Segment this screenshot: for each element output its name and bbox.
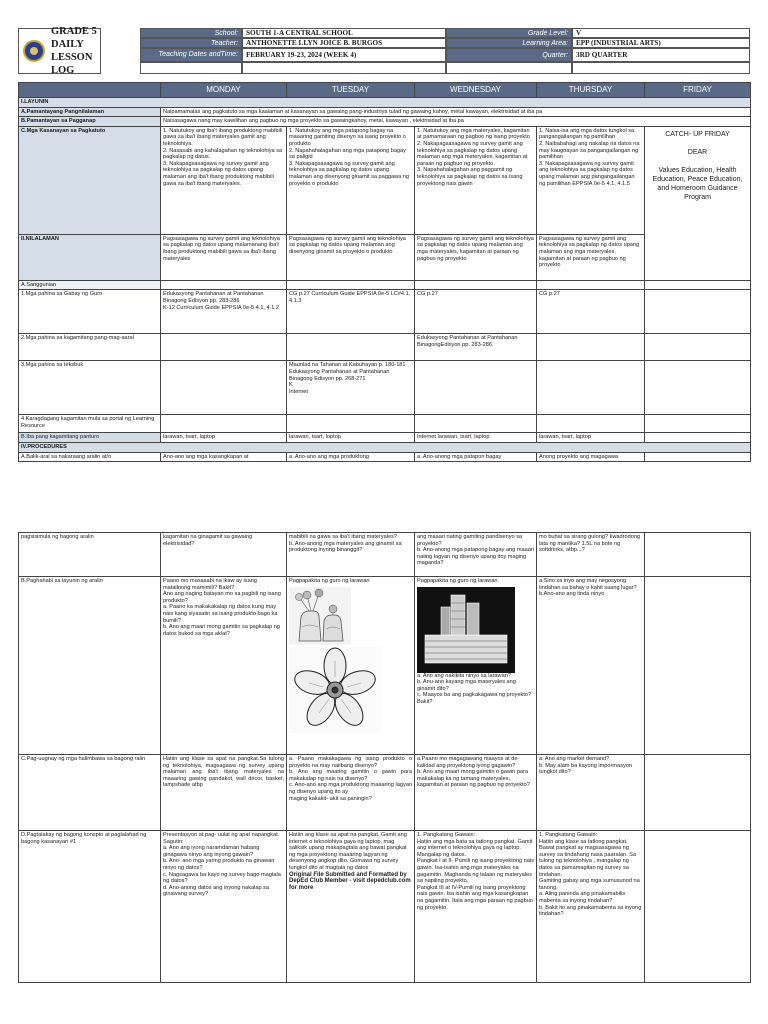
gabay-thursday: CG p.27 <box>537 290 645 334</box>
gabay-wednesday: CG p.27 <box>415 290 537 334</box>
quarter-label: Quarter: <box>446 48 572 62</box>
day-wednesday: WEDNESDAY <box>415 83 537 98</box>
header-blank-2 <box>242 62 446 74</box>
learning-area-label: Learning Area: <box>446 38 572 48</box>
karagdagan-row <box>19 415 751 433</box>
balik-cont-thursday: mo buhat sa sirang gulong? kwadrodong lata ng mantika? 1.5L na bote ng softdrinks, atbp...? <box>537 533 645 577</box>
balik-row <box>19 452 751 462</box>
balik-wednesday: a. Ano-anong mga patapon bagay <box>415 452 537 462</box>
gabay-monday: Edukasyong Pantahanan at Pantahanan Binagong Edisyon pp. 283-286 K-12 Curriculum Guide EPPSIA 0e-5 4.1, 4.1.2 <box>161 290 287 334</box>
pangnilalaman-label: A.Pamantayang Pangnilalaman <box>19 107 161 117</box>
pag-uugnay-wednesday: a.Paano mo magagawang maayos at de-kalidad ang proyektong iyong gagawin? b. Ano ang maari mong gamitin o gawin para makakalap ka ng tamang materyales, kagamitan at paraan ng pagbuo ng proyekto? <box>415 755 537 831</box>
title-line-1: GRADE 5 <box>51 26 97 37</box>
friday-catch-up-cell <box>645 126 751 280</box>
depedclub-note: Original File Submitted and Formatted by DepEd Club Member - visit depedclub.com for more <box>289 871 411 891</box>
layunin-heading: I.LAYUNIN <box>19 98 751 108</box>
balik-tuesday: a. Ano-ano ang mga produktong <box>287 452 415 462</box>
iba-wednesday: Internet larawan, tsart, laptop <box>415 433 537 443</box>
friday-line-1: CATCH- UP FRIDAY <box>665 130 730 138</box>
flower-design-image <box>289 647 381 733</box>
balik-label: A.Balik-aral sa nakaraang aralin at/o <box>19 452 161 462</box>
paghahabi-wednesday-questions: a. Ano ang nakikita ninyo sa larawan? b. Anu-ano kayang mga materyales ang ginamit dito? c. Maayos ba ang pagkakagawa ng proyekto? Bakit? <box>417 672 532 705</box>
paghahabi-label: B.Paghahabi sa layunin ng aralin <box>19 577 161 755</box>
title-block <box>51 25 100 77</box>
nilalaman-tuesday: Pagsasagawa ng survey gamit ang teknolohiya sa pagkalap ng datos upang malaman ang disenyong ginamit sa proyekto o produkto <box>287 234 415 280</box>
title-block-container <box>18 28 101 74</box>
kagamitan-wednesday: Edukasyong Pantahanan at Pantahanan BinagongEdisyon pp. 283-286, <box>415 334 537 361</box>
karagdagan-fri <box>645 415 751 433</box>
kagamitan-tue <box>287 334 415 361</box>
paghahabi-monday: Paano mo masasabi na ikaw ay isang matalinong mamimili? Bakit? Ano ang naging batayan mo sa pagbili ng isang produkto? a. Paano ka makakakalap ng datos kung may nais kang siyasatin sa isang produkto bago ka bumili? b. Ano ang maari mong gamitin sa pagkalap ng datos bukod sa mga aklat? <box>161 577 287 755</box>
days-corner <box>19 83 161 98</box>
procedures-row <box>19 442 751 452</box>
teksbuk-wed <box>415 361 537 415</box>
kagamitan-thu <box>537 334 645 361</box>
kagamitan-row <box>19 334 751 361</box>
teksbuk-thu <box>537 361 645 415</box>
balik-cont-label: pagsisimula ng bagong aralin <box>19 533 161 577</box>
pagtalakay-thursday: 1. Pangkatang Gawain: Hatiin ang klase sa tatlong pangkat. Bawat pangkat ay magsasagawa ng survey sa tindahang nasa paaralan. Sa tulong ng teknolohiya , mangalap ng datos sa pamamagitan ng survey sa tindahan. Gamiting gabay ang mga sumusunod na tanong. a. Aling paninda ang pinakamabilis mabenta sa inyong tindahan? b. Bakit ito ang pinakamabenta sa inyong tindahan? <box>537 831 645 983</box>
nilalaman-label: II.NILALAMAN <box>19 234 161 280</box>
pag-uugnay-tuesday: a. Paano makakagawa ng isang produkto o proyekto na may naiibang disenyo? b. Ano ang maaring gamitin o gawin para makakalap ng nais na disenyo? c. Ano-ano ang mga produktong maaaring lagyan ng disenyo upang ito ay maging kakakit- akit sa paningin? <box>287 755 415 831</box>
deped-seal-icon <box>23 40 45 62</box>
pag-uugnay-fri <box>645 755 751 831</box>
balik-fri <box>645 452 751 462</box>
gabay-row <box>19 290 751 334</box>
karagdagan-tue <box>287 415 415 433</box>
pagtalakay-wednesday: 1. Pangkatang Gawain: Hatiin ang mga bata sa tatlong pangkat. Gamit ang internet o teknolohiya gaya ng laptop. Mangalap ng datos. Pangkat I at II- Pumili ng isang proyektong nais gawin. Isa-isahin ang mga materyales na gagamitin. Maghanda ng talaan ng materyales sa napiling proyekto. Pangkat III at IV-Pumili ng isang proyektong nais gawin. Isa isahin ang mga kasangkapan na gagamitin. Itala ang mga paraan ng pagbuo ng proyekto. <box>415 831 537 983</box>
paghahabi-tuesday: Pagpapakita ng guro ng larawan <box>289 578 370 584</box>
iba-thursday: larawan, tsart, laptop <box>537 433 645 443</box>
day-friday: FRIDAY <box>645 83 751 98</box>
gabay-tuesday: CG p.27 Curriculum Guide EPPSIA 0e-5 LC#4.1, 4.1.3 <box>287 290 415 334</box>
sanggunian-fri <box>645 280 751 290</box>
teksbuk-row <box>19 361 751 415</box>
day-thursday: THURSDAY <box>537 83 645 98</box>
sanggunian-label: A.Sanggunian <box>19 280 161 290</box>
balik-thursday: Anong proyekto ang magagawa <box>537 452 645 462</box>
sanggunian-tue <box>287 280 415 290</box>
pag-uugnay-row <box>19 755 751 831</box>
paghahabi-wednesday: Pagpapakita ng guro ng larawan. <box>417 578 500 584</box>
dates-value: FEBRUARY 19-23, 2024 (WEEK 4) <box>242 48 446 62</box>
karagdagan-mon <box>161 415 287 433</box>
teksbuk-label: 3.Mga pahina sa teksbuk <box>19 361 161 415</box>
sanggunian-wed <box>415 280 537 290</box>
teacher-label: Teacher: <box>140 38 242 48</box>
woven-project-image <box>417 587 515 673</box>
pagtalakay-label: D.Pagtalakay ng bagong konspto at paglalahad ng bagong kasanayan #1 <box>19 831 161 983</box>
dates-label-text: Teaching Dates and <box>158 50 221 58</box>
kagamitan-label: 2.Mga pahina sa kagamitang pang-mag-aaral <box>19 334 161 361</box>
days-header-row <box>19 83 751 98</box>
school-label: School: <box>140 28 242 38</box>
pag-uugnay-thursday: a. Ano ang market demand? b. May alam ba kayong impormasyon tungkol dito? <box>537 755 645 831</box>
pag-uugnay-monday: Hatiin ang klase sa apat na pangkat.Sa tulong ng teknolohiya, magsagawa ng survey upang malaman ang iba't ibang materyales na maaaring gawing pandakot, wall décor, basket, lampshade atbp <box>161 755 287 831</box>
friday-line-2: DEAR <box>687 148 708 156</box>
header-spacer <box>101 28 140 74</box>
pangnilalaman-text: Naipamamalas ang pagkatuto sa mga kaalaman at kasanayan sa gawaing pang-industriya tulad ng gawaing kahoy, metal kawayan, elektrisidad at iba pa <box>161 107 751 117</box>
pagtalakay-monday: Presentasyon at pag- uulat ng apat napangkat. Sagutin: a. Ano ang iyong naramdaman habang ginagawa ninyo ang inyong gawain? b. Ano- ano mga yaring produkto na ginawan ninyo ng datos? c. Nagsagawa ba kayo ng survey bago magtala ng datos? d. Ano-anong datos ang inyong nakalap sa ginawang survey? <box>161 831 287 983</box>
pagtalakay-tuesday: Hatiin ang klase sa apat na pangkat. Gamit ang internet o teknolohiya gaya ng laptop, mag saliksik upang makapagtala ang bawat pangkat ng mga proyektong maaaring lagyan ng desenyong angkop dito. Gumawa ng survey tungkol dito at magtala ng datos <box>289 832 407 871</box>
dates-label <box>140 48 242 62</box>
sanggunian-thu <box>537 280 645 290</box>
header-blank-3 <box>446 62 572 74</box>
vase-flowers-image <box>289 587 351 645</box>
title-line-2: DAILY LESSON LOG <box>51 39 93 76</box>
kagamitan-mon <box>161 334 287 361</box>
pagtalakay-row <box>19 831 751 983</box>
kagamitan-fri <box>645 334 751 361</box>
paghahabi-thursday: a.Sino sa inyo ang may negosyong tindahan sa bahay o kahit saang lugar? b.Ano-ano ang tinda ninyo <box>537 577 645 755</box>
kasanayan-row <box>19 126 751 234</box>
sanggunian-mon <box>161 280 287 290</box>
dll-table-page-1 <box>18 82 751 462</box>
iba-label: B.Iba pang kagamitang panturo <box>19 433 161 443</box>
dll-table-page-2 <box>18 532 751 983</box>
pagganap-row <box>19 117 751 127</box>
day-tuesday: TUESDAY <box>287 83 415 98</box>
balik-cont-tuesday: mabibili na gawa sa iba't ibang materyales? b. Ano-anong mga materyales ang ginamit sa produktong inyong binanggit? <box>287 533 415 577</box>
quarter-value: 3RD QUARTER <box>572 48 750 62</box>
balik-cont-row <box>19 533 751 577</box>
grade-level-value: V <box>572 28 750 38</box>
gabay-label: 1.Mga pahina sa Gabay ng Guro <box>19 290 161 334</box>
gabay-friday <box>645 290 751 334</box>
time-label-text: Time: <box>220 50 238 58</box>
nilalaman-wednesday: Pagsasagawa ng survey gamit ang teknolohiya sa pagkalap ng datos upang malaman ang mga materyales, kagamitan at paraan ng pagbuo ng proyekto <box>415 234 537 280</box>
teacher-value: ANTHONETTE LLYN JOICE B. BURGOS <box>242 38 446 48</box>
pagganap-text: Naisasagawa nang may kawilihan ang pagbuo ng mga proyekto sa gawaingkahoy, metal, kawayan , elektrisidad at iba pa <box>161 117 751 127</box>
dll-header <box>18 28 750 74</box>
kasanayan-tuesday: 1. Natutukoy ang mga patapong bagay na maaaring gamiting disenyo sa isang proyekto o produkto 2. Napahahalagahan ang mga patapong bagay sa paligid 3. Nakapagsasagawa ng survey gamit ang teknolohiya sa pagkalap ng datos upang malaman ang disenyong ginamit sa paggawa ng proyekto o produkto <box>287 126 415 234</box>
paghahabi-wednesday-cell <box>415 577 537 755</box>
iba-tuesday: larawan, tsart, loptop <box>287 433 415 443</box>
teksbuk-mon <box>161 361 287 415</box>
procedures-heading: IV.PROCEDURES <box>19 442 751 452</box>
balik-cont-fri <box>645 533 751 577</box>
dll-page-2 <box>18 532 750 983</box>
header-info-grid <box>140 28 750 74</box>
kasanayan-label: C.Mga Kasanayan sa Pagkatuto <box>19 126 161 234</box>
paghahabi-tuesday-cell <box>287 577 415 755</box>
layunin-row <box>19 98 751 108</box>
balik-cont-wednesday: ang maaari nating gamiting pandisenyo sa proyekto? b. Ano-anong mga patapong bagay ang maaari nating lagyan ng disenyo upang itoy maging maganda? <box>415 533 537 577</box>
iba-monday: larawan, tsart, laptop <box>161 433 287 443</box>
iba-fri <box>645 433 751 443</box>
school-value: SOUTH 1-A CENTRAL SCHOOL <box>242 28 446 38</box>
pag-uugnay-label: C.Pag-uugnay ng mga halimbawa sa bagong ralin <box>19 755 161 831</box>
dll-page-1 <box>18 28 750 462</box>
friday-line-3: Values Education, Health Education, Peace Education, and Homeroom Guidance Program <box>652 166 743 201</box>
kasanayan-wednesday: 1. Natutukoy ang mga materyales, kagamitan at pamamaraan ng pagboo ng isang proyekto 2. Nakapagsasagawa ng survey gamit ang teknolohiya sa pagkalap ng datos upang malaman ang mga materyales, kagamitan at paraan ng pagbuo ng proyekto. 3. Napahahalagahan ang paggamit ng teknolohiya sa pagkalap ng datos sa isang proyektong nais gawin <box>415 126 537 234</box>
learning-area-value: EPP (INDUSTRIAL ARTS) <box>572 38 750 48</box>
kasanayan-monday: 1. Natutukoy ang iba't ibang produktong mabibili gawa sa iba't ibang materyales gamit ang teknolohiya. 2. Nasasabi ang kahalagahan ng teknolohiya sa pagkalap ng datus. 3. Nakapagsasagawa ng survey gamit ang teknolohiya sa pagkalap ng datos upang malaman ang iba't ibang produktong mabibili gawa sa iba't ibang materyales. <box>161 126 287 234</box>
sanggunian-row <box>19 280 751 290</box>
nilalaman-thursday: Pagsasagawa ng survey gamit ang teknolohiya sa pagkalap ng datos upang malaman ang mga materyales, kagamitan at paraan ng pagbuo ng proyekto <box>537 234 645 280</box>
karagdagan-wed <box>415 415 537 433</box>
balik-monday: Ano-ano ang mga kasangkapan at <box>161 452 287 462</box>
balik-cont-monday: kagamitan na ginagamit sa gawaing elektrisidad? <box>161 533 287 577</box>
paghahabi-fri <box>645 577 751 755</box>
day-monday: MONDAY <box>161 83 287 98</box>
teksbuk-fri <box>645 361 751 415</box>
paghahabi-row <box>19 577 751 755</box>
iba-row <box>19 433 751 443</box>
pangnilalaman-row <box>19 107 751 117</box>
karagdagan-label: 4.Karagdagang kagamitan mula sa portal ng Learning Resource <box>19 415 161 433</box>
nilalaman-monday: Pagsasagawa ng survey gamit ang teknolohiya sa pagkalap ng datos upang malamanang iba't ibang produktong mabibili gawa sa iba't ibang materyales <box>161 234 287 280</box>
header-blank-1 <box>140 62 242 74</box>
karagdagan-thu <box>537 415 645 433</box>
pagganap-label: B.Pamantayan sa Pagganap <box>19 117 161 127</box>
kasanayan-thursday: 1. Naisa-isa ang mga datos tungkol sa pangangailangan ng pamilihan 2. Naibabahagi ang nakalap na datos na may kaugnayan sa pangangailangan ng pamilihan 3. Nakapagsasagawa ng survey gamit ang teknolohiya sa pagkalap ng datos upang malaman ang pangangailangan ng pamilihan EPPSIA 0e-5 4.1, 4.1.5 <box>537 126 645 234</box>
teksbuk-tuesday: Maunlad na Tahanan at Kabuhayan p. 180-181 Edukasyong Pantahanan at Pantahanan Binagong Edisyon pp. 268-271 K Internet <box>287 361 415 415</box>
pagtalakay-fri <box>645 831 751 983</box>
pagtalakay-tuesday-cell <box>287 831 415 983</box>
header-blank-4 <box>572 62 750 74</box>
grade-level-label: Grade Level: <box>446 28 572 38</box>
nilalaman-row <box>19 234 751 280</box>
